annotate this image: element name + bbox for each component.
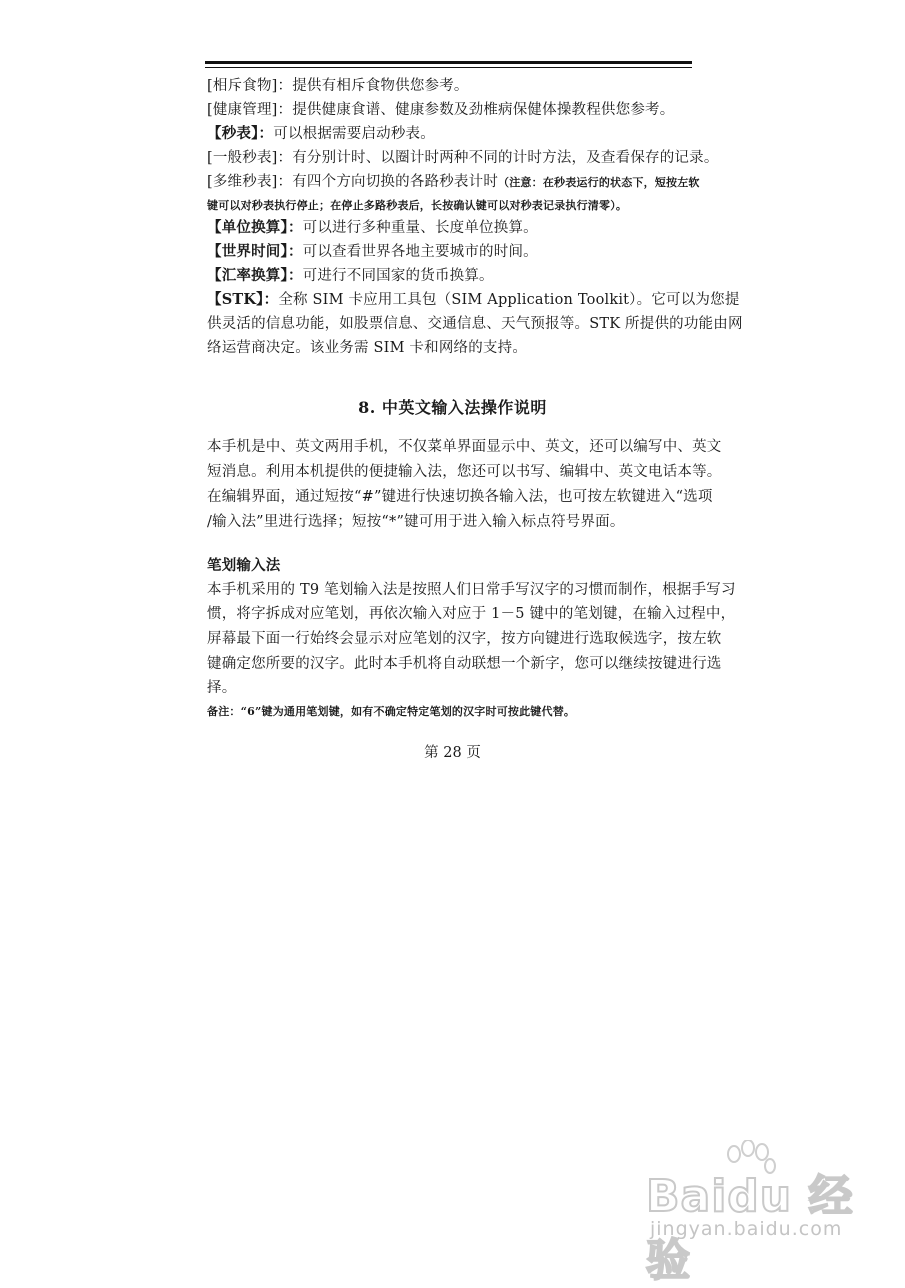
footnote: 备注：“6”键为通用笔划键，如有不确定特定笔划的汉字时可按此键代替。: [207, 705, 576, 718]
line-general-stopwatch: [207, 146, 719, 170]
para-line: 键确定您所要的汉字。此时本手机将自动联想一个新字，您可以继续按键进行选: [207, 656, 722, 672]
para-line: 本手机采用的 T9 笔划输入法是按照人们日常手写汉字的习惯而制作，根据手写习: [207, 582, 736, 598]
item-text: 供灵活的信息功能，如股票信息、交通信息、天气预报等。STK 所提供的功能由网: [207, 316, 743, 332]
watermark-url: jingyan.baidu.com: [650, 1218, 843, 1240]
item-text: 络运营商决定。该业务需 SIM 卡和网络的支持。: [207, 340, 528, 356]
line-multi-stopwatch: [207, 170, 700, 195]
line-health: [207, 98, 697, 122]
watermark: [640, 1140, 870, 1286]
para-line: 短消息。利用本机提供的便捷输入法，您还可以书写、编辑中、英文电话本等。: [207, 464, 722, 480]
item-text: 全称 SIM 卡应用工具包（SIM Application Toolkit）。它可以为您提: [278, 292, 740, 308]
line-unit-conversion: [207, 216, 697, 240]
para-line: 惯，将字拆成对应笔划，再依次输入对应于 1－5 键中的笔划键，在输入过程中，: [207, 606, 736, 622]
line-multi-stopwatch-cont: [207, 193, 697, 218]
item-label: 【秒表】：: [207, 125, 274, 142]
item-label: [一般秒表]：: [207, 150, 293, 166]
page-number: 第 28 页: [424, 745, 481, 761]
item-note: 键可以对秒表执行停止；在停止多路秒表后，长按确认键可以对秒表记录执行清零）。: [207, 199, 628, 212]
header-rule-thin: [205, 67, 692, 68]
item-note: （注意：在秒表运行的状态下，短按左软: [498, 176, 700, 189]
item-label: 【世界时间】：: [207, 243, 303, 260]
item-text: 提供健康食谱、健康参数及劲椎病保健体操教程供您参考。: [292, 102, 675, 118]
para-line: 择。: [207, 680, 237, 696]
line-stk-3: [207, 336, 697, 360]
para-line: 本手机是中、英文两用手机，不仅菜单界面显示中、英文，还可以编写中、英文: [207, 439, 722, 455]
item-text: 提供有相斥食物供您参考。: [292, 78, 469, 94]
item-text: 有分别计时、以圈计时两种不同的计时方法，及查看保存的记录。: [292, 150, 719, 166]
item-text: 有四个方向切换的各路秒表计时: [292, 174, 499, 190]
para-line: /输入法”里进行选择；短按“*”键可用于进入输入标点符号界面。: [207, 514, 625, 530]
item-text: 可以进行多种重量、长度单位换算。: [302, 220, 538, 236]
item-label: 【汇率换算】：: [207, 267, 303, 284]
item-label: [健康管理]：: [207, 102, 293, 118]
item-label: [相斥食物]：: [207, 78, 293, 94]
item-label: [多维秒表]：: [207, 174, 293, 190]
item-text: 可进行不同国家的货币换算。: [302, 268, 494, 284]
item-text: 可以根据需要启动秒表。: [273, 126, 435, 142]
section-heading: 8. 中英文输入法操作说明: [358, 398, 547, 417]
line-world-time: [207, 240, 697, 264]
para-line: 屏幕最下面一行始终会显示对应笔划的汉字，按方向键进行选取候选字，按左软: [207, 631, 722, 647]
item-label: 【STK】：: [207, 291, 279, 308]
item-label: 【单位换算】：: [207, 219, 303, 236]
line-food: [207, 74, 697, 98]
para-line: 在编辑界面，通过短按“#”键进行快速切换各输入法，也可按左软键进入“选项: [207, 489, 713, 505]
header-rule-thick: [205, 61, 692, 64]
subsection-heading: 笔划输入法: [207, 557, 281, 574]
item-text: 可以查看世界各地主要城市的时间。: [302, 244, 538, 260]
watermark-logo: Baidu 经验: [646, 1171, 854, 1286]
line-stk: [207, 288, 740, 312]
line-exchange-rate: [207, 264, 697, 288]
line-stopwatch: [207, 122, 697, 146]
line-stk-2: [207, 312, 743, 336]
